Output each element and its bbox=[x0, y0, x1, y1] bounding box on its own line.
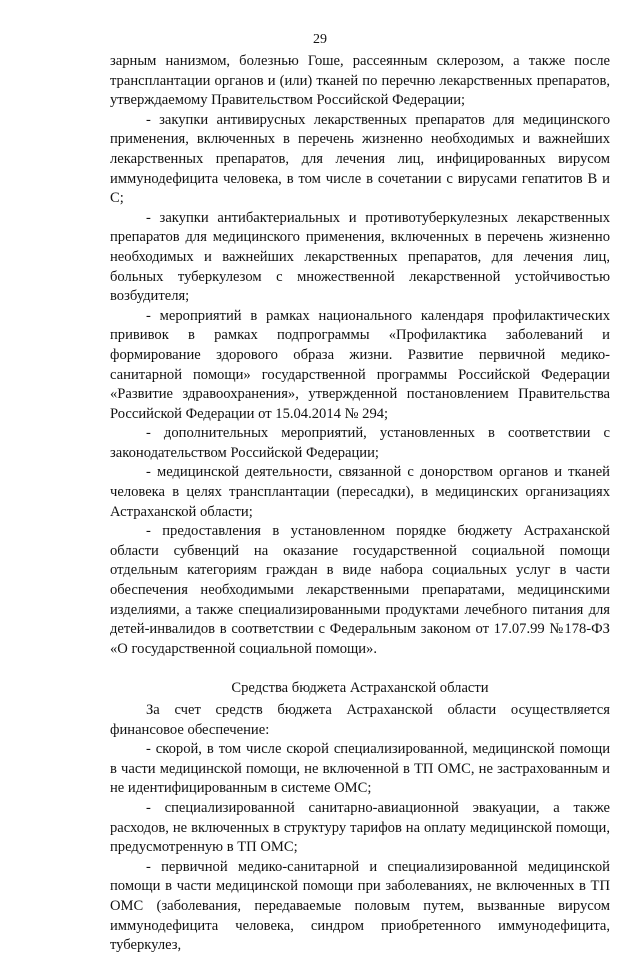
list-item-vaccination: - мероприятий в рамках национального календаря профилактических прививок в рамках подпрограммы «Профилактика заболеваний и формирование здорового образа жизни. Развитие первичной медико-санитарной помощи» государственной программы Российской Федерации «Развитие здравоохранения», утвержденной постановлением Правительства Российской Федерации от 15.04.2014 № 294; bbox=[110, 307, 610, 422]
paragraph-continuation: зарным нанизмом, болезнью Гоше, рассеянным склерозом, а также после трансплантации органов и (или) тканей по перечню лекарственных препаратов, утверждаемому Правительством Российской Федерации; bbox=[110, 53, 610, 109]
list-item-primary-care: - первичной медико-санитарной и специализированной медицинской помощи в части медицинской помощи при заболеваниях, не включенных в ТП ОМС (заболевания, передаваемые половым путем, вызванные вирусом иммунодефицита человека, синдром приобретенного иммунодефицита, туберкулез, bbox=[110, 858, 610, 954]
list-item-antibacterial: - закупки антибактериальных и противотуберкулезных лекарственных препаратов для медицинского применения, включенных в перечень жизненно необходимых и важнейших лекарственных препаратов, для лечения лиц, больных туберкулезом с множественной лекарственной устойчивостью возбудителя; bbox=[110, 209, 610, 305]
section-heading: Средства бюджета Астраханской области bbox=[231, 680, 489, 697]
list-item-antiviral: - закупки антивирусных лекарственных препаратов для медицинского применения, включенных в перечень жизненно необходимых и важнейших лекарственных препаратов, для лечения лиц, инфицированных вирусом иммунодефицита человека, в том числе в сочетании с вирусами гепатитов В и С; bbox=[110, 111, 610, 207]
section-intro: За счет средств бюджета Астраханской области осуществляется финансовое обеспечение: bbox=[110, 702, 610, 738]
document-body bbox=[110, 52, 610, 956]
list-item-subventions: - предоставления в установленном порядке бюджету Астраханской области субвенций на оказание государственной социальной помощи отдельным категориям граждан в виде набора социальных услуг в части обеспечения необходимыми лекарственными препаратами, медицинскими изделиями, а также специализированными продуктами лечебного питания для детей-инвалидов в соответствии с Федеральным законом от 17.07.99 №178-ФЗ «О государственной социальной помощи». bbox=[110, 523, 610, 657]
list-item-donation: - медицинской деятельности, связанной с донорством органов и тканей человека в целях трансплантации (пересадки), в медицинских организациях Астраханской области; bbox=[110, 464, 610, 520]
list-item-air-evacuation: - специализированной санитарно-авиационной эвакуации, а также расходов, не включенных в структуру тарифов на оплату медицинской помощи, предусмотренную в ТП ОМС; bbox=[110, 799, 610, 856]
page-number: 29 bbox=[313, 32, 327, 47]
list-item-emergency-care: - скорой, в том числе скорой специализированной, медицинской помощи в части медицинской помощи, не включенной в ТП ОМС, не застрахованным и не идентифицированным в системе ОМС; bbox=[110, 741, 610, 797]
list-item-additional-measures: - дополнительных мероприятий, установленных в соответствии с законодательством Российской Федерации; bbox=[110, 425, 610, 461]
